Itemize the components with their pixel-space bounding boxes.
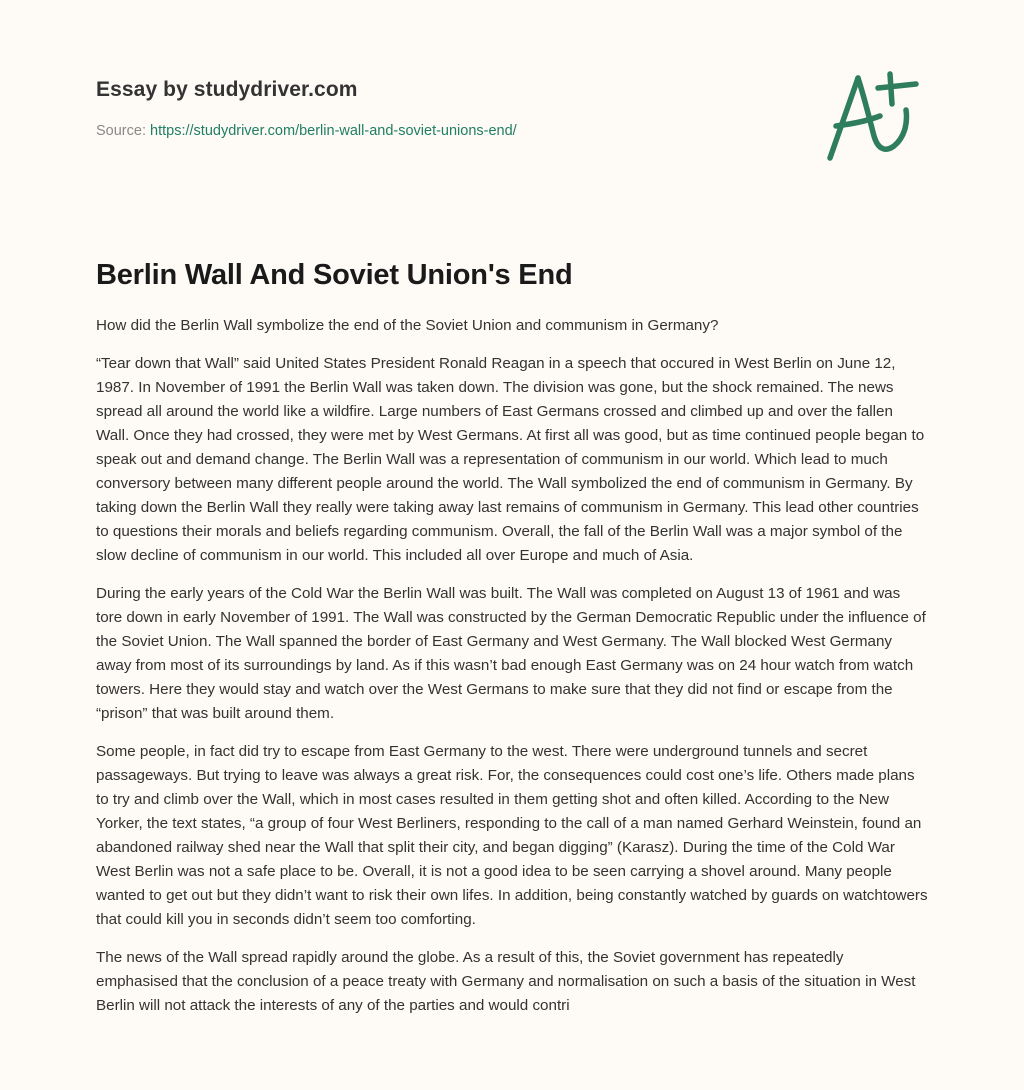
page-header [96, 76, 696, 141]
brand-title: Essay by studydriver.com [96, 78, 358, 101]
paragraph: The news of the Wall spread rapidly around the globe. As a result of this, the Soviet government has repeatedly emphasised that the conclusion of a peace treaty with Germany and normalisation on such a basis of the situation in West Berlin will not attack the interests of any of the parties and would contri [96, 949, 916, 1014]
article-body [96, 314, 928, 1032]
source-link[interactable]: https://studydriver.com/berlin-wall-and-soviet-unions-end/ [150, 123, 517, 139]
source-line [96, 121, 696, 141]
paragraph: Some people, in fact did try to escape from East Germany to the west. There were underground tunnels and secret passageways. But trying to leave was always a great risk. For, the consequences could cost one’s life. Others made plans to try and climb over the Wall, which in most cases resulted in them getting shot and often killed. According to the New Yorker, the text states, “a group of four West Berliners, responding to the call of a man named Gerhard Weinstein, found an abandoned railway shed near the Wall that split their city, and began digging” (Karasz). During the time of the Cold War West Berlin was not a safe place to be. Overall, it is not a good idea to be seen carrying a shovel around. Many people wanted to get out but they didn’t want to risk their own lifes. In addition, being constantly watched by guards on watchtowers that could kill you in seconds didn’t seem too comforting. [96, 743, 928, 928]
source-label: Source: [96, 123, 146, 139]
a-plus-grade-icon [820, 66, 930, 166]
paragraph: During the early years of the Cold War the Berlin Wall was built. The Wall was completed on August 13 of 1961 and was tore down in early November of 1991. The Wall was constructed by the German Democratic Republic under the influence of the Soviet Union. The Wall spanned the border of East Germany and West Germany. The Wall blocked West Germany away from most of its surroundings by land. As if this wasn’t bad enough East Germany was on 24 hour watch from watch towers. Here they would stay and watch over the West Germans to make sure that they did not find or escape from the “prison” that was built around them. [96, 585, 926, 722]
paragraph: “Tear down that Wall” said United States President Ronald Reagan in a speech that occured in West Berlin on June 12, 1987. In November of 1991 the Berlin Wall was taken down. The division was gone, but the shock remained. The news spread all around the world like a wildfire. Large numbers of East Germans crossed and climbed up and over the fallen Wall. Once they had crossed, they were met by West Germans. At first all was good, but as time continued people began to speak out and demand change. The Berlin Wall was a representation of communism in our world. Which lead to much conversory between many different people around the world. The Wall symbolized the end of communism in Germany. By taking down the Berlin Wall they really were taking away last remains of communism in Germany. This lead other countries to questions their morals and beliefs regarding communism. Overall, the fall of the Berlin Wall was a major symbol of the slow decline of communism in our world. This included all over Europe and much of Asia. [96, 355, 925, 564]
paragraph-question: How did the Berlin Wall symbolize the end of the Soviet Union and communism in Germany? [96, 317, 719, 334]
article-title: Berlin Wall And Soviet Union's End [96, 259, 573, 291]
